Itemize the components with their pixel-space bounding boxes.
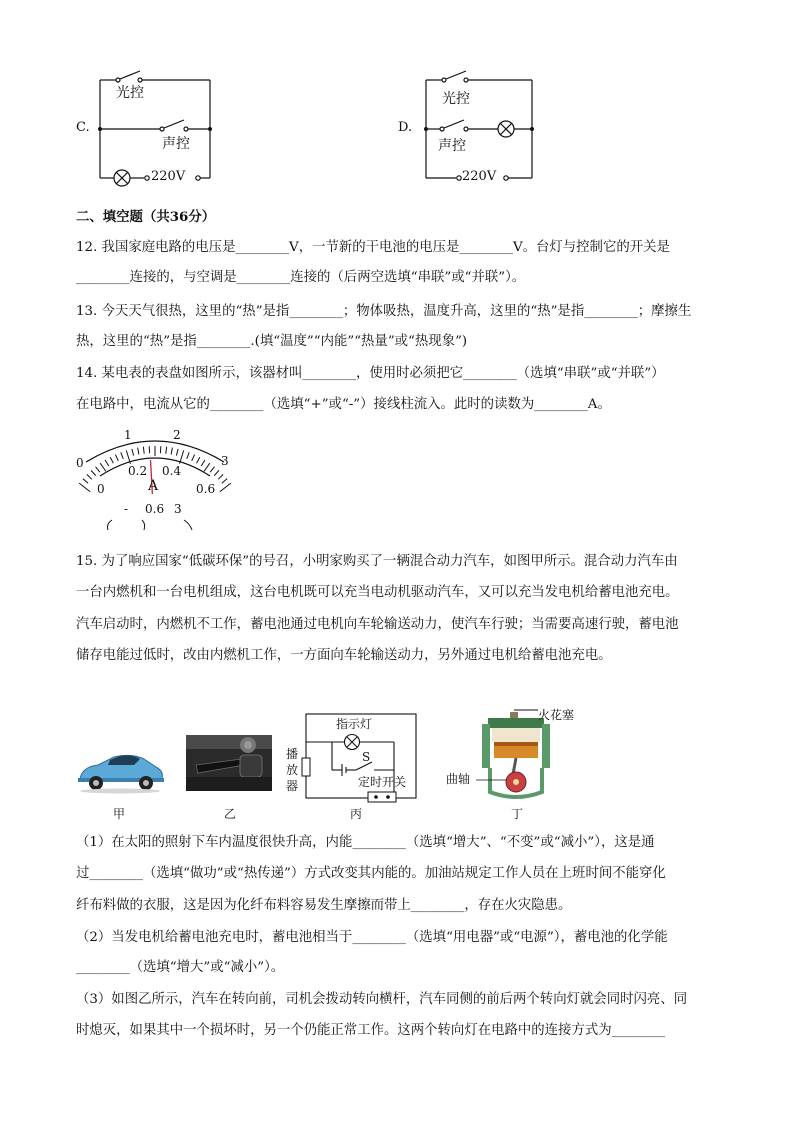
ammeter-figure: [72, 424, 242, 534]
question-14-line-2: 在电路中，电流从它的________（选填“+”或“-”）接线柱流入。此时的读数为________A。: [76, 397, 611, 412]
dial-tick: [110, 457, 113, 463]
voltage-label-d: 220V: [462, 169, 497, 184]
question-13-line-2: 热，这里的“热”是指________.(填“温度”“内能”“热量”或“热现象”): [76, 334, 468, 349]
question-15-1-line-3: 纤布料做的衣服，这是因为化纤布料容易发生摩擦而带上________，存在火灾隐患。: [76, 898, 572, 913]
player-label: 播放器: [286, 747, 299, 793]
dial-tick: [83, 479, 88, 484]
figure-yi-lever: [186, 735, 272, 791]
dial-tick: [210, 467, 214, 472]
caption-jia: 甲: [112, 807, 125, 821]
sound-switch-label-d: 声控: [438, 138, 466, 154]
dial-tick: [115, 455, 118, 461]
light-switch-label-c: 光控: [116, 85, 144, 101]
terminal-3: 3: [174, 502, 182, 516]
question-15-1-line-1: （1）在太阳的照射下车内温度很快升高，内能________（选填“增大”、“不变”或“减小”），这是通: [76, 835, 655, 850]
dial-tick: [204, 463, 210, 471]
dial-tick: [87, 474, 92, 479]
dial-tick: [222, 479, 227, 484]
dial-tick: [138, 448, 139, 455]
dial-tick: [143, 447, 144, 454]
terminal-0-6: 0.6: [145, 502, 165, 516]
crankshaft-label: 曲轴: [446, 772, 471, 786]
question-14-line-1: 14. 某电表的表盘如图所示，该器材叫________，使用时必须把它________（选填“串联”或“并联”）: [76, 366, 665, 381]
question-13-line-1: 13. 今天天气很热，这里的“热”是指________；物体吸热，温度升高，这里的“热”是指________；摩擦生: [76, 304, 692, 319]
sound-switch-label-c: 声控: [162, 136, 190, 152]
figure-bing-circuit: [282, 712, 422, 804]
question-12-line-1: 12. 我国家庭电路的电压是________V，一节新的干电池的电压是________V。台灯与控制它的开关是: [76, 240, 670, 255]
question-15-line-3: 汽车启动时，内燃机不工作，蓄电池通过电机向车轮输送动力，使汽车行驶；当需要高速行驶，蓄电池: [76, 617, 679, 632]
spark-plug-label: 火花塞: [538, 708, 575, 722]
scale-top-3: 3: [221, 454, 229, 468]
scale-top-2: 2: [173, 428, 181, 442]
figure-jia-car: [74, 745, 166, 795]
dial-tick: [201, 460, 205, 466]
scale-bottom-2: 0.4: [162, 464, 182, 478]
scale-bottom-0: 0: [97, 482, 105, 496]
caption-yi: 乙: [223, 807, 236, 821]
hybrid-car-image: [74, 745, 166, 795]
circuit-option-d: [398, 68, 548, 188]
dial-tick: [96, 467, 100, 472]
dial-tick: [218, 474, 223, 479]
dial-tick: [192, 455, 195, 461]
question-15-2-line-1: （2）当发电机给蓄电池充电时，蓄电池相当于________（选填“用电器”或“电源”），蓄电池的化学能: [76, 930, 668, 945]
dial-tick: [105, 460, 109, 466]
question-12-line-2: ________连接的，与空调是________连接的（后两空选填“串联”或“并联”）。: [76, 270, 526, 285]
question-15-3-line-1: （3）如图乙所示，汽车在转向前，司机会拨动转向横杆，汽车同侧的前后两个转向灯就会同时闪亮、同: [76, 992, 688, 1007]
caption-bing: 丙: [349, 807, 362, 821]
dial-tick: [176, 449, 178, 456]
section-title: 二、填空题（共36分）: [76, 209, 216, 225]
terminal-negative: -: [124, 502, 129, 516]
switch-s-label: S: [362, 750, 371, 764]
question-15-line-1: 15. 为了响应国家“低碳环保”的号召，小明家购买了一辆混合动力汽车，如图甲所示。混合动力汽车由: [76, 554, 678, 569]
turn-signal-lever-image: [186, 735, 272, 791]
scale-bottom-1: 0.2: [128, 464, 148, 478]
dial-tick: [197, 457, 200, 463]
dial-tick: [214, 470, 219, 475]
light-switch-label-d: 光控: [442, 91, 470, 107]
dial-tick: [100, 463, 106, 471]
dial-tick: [187, 452, 189, 459]
dial-tick: [166, 447, 167, 454]
indicator-lamp-label: 指示灯: [336, 717, 373, 731]
timer-switch-label: 定时开关: [358, 775, 407, 789]
dial-tick: [91, 470, 96, 475]
dial-tick: [220, 483, 231, 492]
question-15-2-line-2: ________（选填“增大”或“减小”）。: [76, 960, 285, 975]
dial-tick: [121, 452, 123, 459]
voltage-label-c: 220V: [151, 169, 186, 184]
meter-unit: A: [148, 478, 159, 494]
dial-tick: [79, 483, 90, 492]
question-15-3-line-2: 时熄灭，如果其中一个损坏时，另一个仍能正常工作。这两个转向灯在电路中的连接方式为________: [76, 1023, 666, 1038]
dial-tick: [171, 448, 172, 455]
caption-ding: 丁: [510, 807, 523, 821]
option-label-c: C.: [76, 120, 90, 135]
question-15-line-4: 储存电能过低时，改由内燃机工作，一方面向车轮输送动力，另外通过电机给蓄电池充电。: [76, 648, 612, 663]
question-15-line-2: 一台内燃机和一台电机组成，这台电机既可以充当电动机驱动汽车，又可以充当发电机给蓄电池充电。: [76, 585, 679, 600]
question-15-1-line-2: 过________（选填“做功”或“热传递”）方式改变其内能的。加油站规定工作人员在上班时间不能穿化: [76, 866, 666, 881]
circuit-option-c: [76, 68, 226, 188]
scale-top-1: 1: [124, 428, 132, 442]
figure-ding-engine: [446, 704, 592, 800]
scale-bottom-3: 0.6: [196, 482, 216, 496]
dial-tick: [132, 449, 134, 456]
scale-top-0: 0: [76, 456, 84, 470]
option-label-d: D.: [398, 120, 413, 135]
